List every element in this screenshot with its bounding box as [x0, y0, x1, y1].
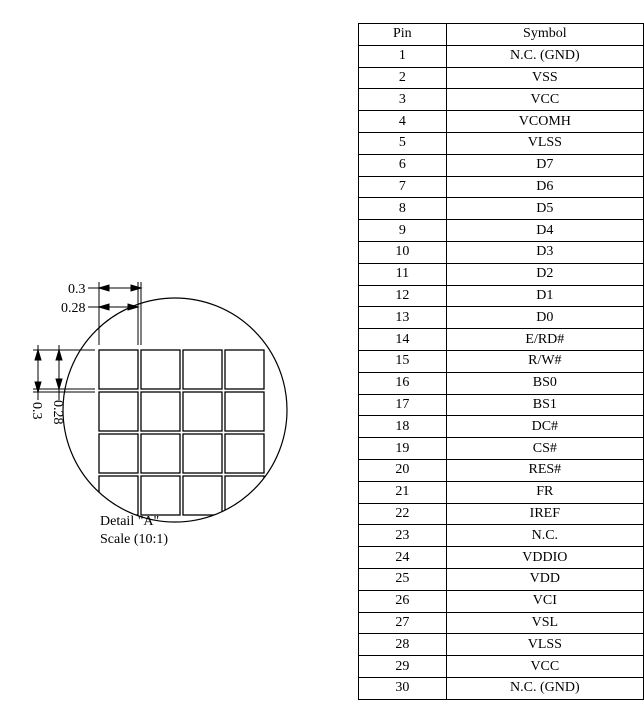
table-row — [359, 612, 644, 634]
pin-symbol-cell: D1 — [446, 285, 643, 307]
table-row — [359, 438, 644, 460]
pin-symbol-cell: D0 — [446, 307, 643, 329]
table-row — [359, 394, 644, 416]
pin-number-cell: 1 — [359, 45, 447, 67]
table-row — [359, 656, 644, 678]
pin-number-cell: 27 — [359, 612, 447, 634]
table-row — [359, 590, 644, 612]
table-row — [359, 132, 644, 154]
pin-symbol-cell: N.C. (GND) — [446, 45, 643, 67]
pin-number-cell: 23 — [359, 525, 447, 547]
table-row — [359, 459, 644, 481]
table-row — [359, 154, 644, 176]
table-row — [359, 547, 644, 569]
pin-number-cell: 2 — [359, 67, 447, 89]
table-row — [359, 45, 644, 67]
table-row — [359, 220, 644, 242]
table-row — [359, 307, 644, 329]
table-row — [359, 263, 644, 285]
table-row — [359, 416, 644, 438]
table-row — [359, 198, 644, 220]
pin-number-cell: 17 — [359, 394, 447, 416]
pin-symbol-cell: VCC — [446, 89, 643, 111]
horizontal-dimension — [88, 282, 141, 345]
pin-symbol-cell: RES# — [446, 459, 643, 481]
pin-symbol-cell: R/W# — [446, 350, 643, 372]
pin-symbol-cell: E/RD# — [446, 329, 643, 351]
pin-number-cell: 8 — [359, 198, 447, 220]
table-row — [359, 634, 644, 656]
detail-caption: Detail "A" — [100, 514, 160, 529]
table-row — [359, 568, 644, 590]
pin-number-cell: 14 — [359, 329, 447, 351]
pin-number-cell: 21 — [359, 481, 447, 503]
pin-symbol-cell: D6 — [446, 176, 643, 198]
pin-number-cell: 24 — [359, 547, 447, 569]
pin-symbol-cell: CS# — [446, 438, 643, 460]
pin-number-cell: 25 — [359, 568, 447, 590]
pin-symbol-cell: IREF — [446, 503, 643, 525]
pin-symbol-cell: VCC — [446, 656, 643, 678]
pin-symbol-cell: D2 — [446, 263, 643, 285]
table-row — [359, 350, 644, 372]
pin-symbol-cell: VCOMH — [446, 111, 643, 133]
table-row — [359, 677, 644, 699]
dim-label-h-inner: 0.28 — [61, 301, 86, 316]
pin-number-cell: 7 — [359, 176, 447, 198]
pin-number-cell: 4 — [359, 111, 447, 133]
pin-number-cell: 9 — [359, 220, 447, 242]
pin-number-cell: 19 — [359, 438, 447, 460]
table-row — [359, 89, 644, 111]
table-row — [359, 481, 644, 503]
pin-symbol-cell: N.C. (GND) — [446, 677, 643, 699]
pin-symbol-cell: BS1 — [446, 394, 643, 416]
pin-number-cell: 29 — [359, 656, 447, 678]
pin-symbol-cell: DC# — [446, 416, 643, 438]
pin-symbol-cell: VCI — [446, 590, 643, 612]
pin-symbol-cell: VSS — [446, 67, 643, 89]
pin-number-cell: 16 — [359, 372, 447, 394]
pin-number-cell: 28 — [359, 634, 447, 656]
pin-number-cell: 18 — [359, 416, 447, 438]
pin-number-cell: 6 — [359, 154, 447, 176]
dim-label-h-outer: 0.3 — [68, 282, 86, 297]
pin-number-cell: 30 — [359, 677, 447, 699]
pin-number-cell: 10 — [359, 241, 447, 263]
pin-symbol-cell: D4 — [446, 220, 643, 242]
pin-symbol-cell: VDDIO — [446, 547, 643, 569]
table-row — [359, 176, 644, 198]
table-row — [359, 111, 644, 133]
pin-number-cell: 13 — [359, 307, 447, 329]
pin-symbol-cell: VLSS — [446, 634, 643, 656]
dim-label-v-outer: 0.3 — [29, 402, 44, 420]
table-row — [359, 372, 644, 394]
pin-number-cell: 3 — [359, 89, 447, 111]
table-row — [359, 67, 644, 89]
pin-symbol-cell: D3 — [446, 241, 643, 263]
pixel-grid — [99, 350, 264, 515]
pin-number-cell: 20 — [359, 459, 447, 481]
pin-symbol-cell: FR — [446, 481, 643, 503]
pin-symbol-cell: VSL — [446, 612, 643, 634]
pin-number-cell: 15 — [359, 350, 447, 372]
pin-symbol-cell: D5 — [446, 198, 643, 220]
detail-circle — [63, 298, 287, 522]
pin-symbol-cell: D7 — [446, 154, 643, 176]
header-symbol: Symbol — [446, 24, 643, 46]
pin-symbol-cell: VLSS — [446, 132, 643, 154]
pin-number-cell: 22 — [359, 503, 447, 525]
pin-number-cell: 5 — [359, 132, 447, 154]
dim-label-v-inner: 0.28 — [50, 400, 65, 425]
pin-symbol-cell: VDD — [446, 568, 643, 590]
table-row — [359, 285, 644, 307]
table-row — [359, 329, 644, 351]
pin-number-cell: 12 — [359, 285, 447, 307]
pin-assignment-table — [358, 23, 644, 700]
detail-scale: Scale (10:1) — [100, 532, 169, 547]
table-row — [359, 241, 644, 263]
header-pin: Pin — [359, 24, 447, 46]
table-row — [359, 525, 644, 547]
pin-symbol-cell: N.C. — [446, 525, 643, 547]
vertical-dimension — [33, 345, 95, 400]
pin-number-cell: 26 — [359, 590, 447, 612]
pin-symbol-cell: BS0 — [446, 372, 643, 394]
pin-number-cell: 11 — [359, 263, 447, 285]
table-header-row — [359, 24, 644, 46]
table-row — [359, 503, 644, 525]
